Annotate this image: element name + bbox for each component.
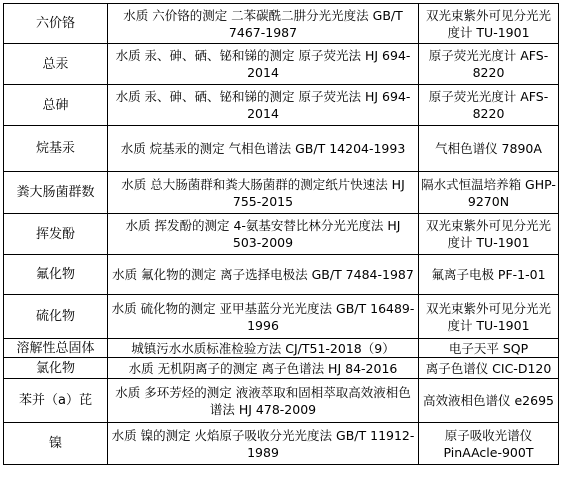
instrument-cell: 电子天平 SQP xyxy=(419,339,559,358)
parameter-cell: 六价铬 xyxy=(4,4,108,44)
table-row xyxy=(4,339,559,358)
parameter-cell: 挥发酚 xyxy=(4,214,108,255)
parameter-cell: 氟化物 xyxy=(4,255,108,295)
parameter-cell: 苯并（a）芘 xyxy=(4,379,108,423)
method-cell: 水质 硫化物的测定 亚甲基蓝分光光度法 GB/T 16489-1996 xyxy=(108,295,419,339)
method-cell: 水质 多环芳烃的测定 液液萃取和固相萃取高效液相色谱法 HJ 478-2009 xyxy=(108,379,419,423)
instrument-cell: 原子荧光光度计 AFS-8220 xyxy=(419,44,559,85)
parameter-cell: 氯化物 xyxy=(4,358,108,379)
parameter-cell: 总汞 xyxy=(4,44,108,85)
table-row xyxy=(4,85,559,126)
method-cell: 水质 总大肠菌群和粪大肠菌群的测定纸片快速法 HJ 755-2015 xyxy=(108,172,419,214)
method-cell: 水质 氟化物的测定 离子选择电极法 GB/T 7484-1987 xyxy=(108,255,419,295)
parameter-cell: 镍 xyxy=(4,423,108,465)
instrument-cell: 高效液相色谱仪 e2695 xyxy=(419,379,559,423)
table-row xyxy=(4,358,559,379)
table-row xyxy=(4,423,559,465)
parameter-cell: 粪大肠菌群数 xyxy=(4,172,108,214)
method-cell: 水质 汞、砷、硒、铋和锑的测定 原子荧光法 HJ 694-2014 xyxy=(108,85,419,126)
method-cell: 水质 挥发酚的测定 4-氨基安替比林分光光度法 HJ 503-2009 xyxy=(108,214,419,255)
parameter-cell: 硫化物 xyxy=(4,295,108,339)
parameter-cell: 总砷 xyxy=(4,85,108,126)
table-row xyxy=(4,4,559,44)
parameter-cell: 溶解性总固体 xyxy=(4,339,108,358)
instrument-cell: 氟离子电极 PF-1-01 xyxy=(419,255,559,295)
instrument-cell: 双光束紫外可见分光光度计 TU-1901 xyxy=(419,4,559,44)
method-cell: 水质 汞、砷、硒、铋和锑的测定 原子荧光法 HJ 694-2014 xyxy=(108,44,419,85)
table-row xyxy=(4,255,559,295)
table-row xyxy=(4,44,559,85)
method-cell: 水质 无机阴离子的测定 离子色谱法 HJ 84-2016 xyxy=(108,358,419,379)
table-row xyxy=(4,379,559,423)
instrument-cell: 离子色谱仪 CIC-D120 xyxy=(419,358,559,379)
table-row xyxy=(4,126,559,172)
instrument-cell: 气相色谱仪 7890A xyxy=(419,126,559,172)
instrument-cell: 双光束紫外可见分光光度计 TU-1901 xyxy=(419,214,559,255)
methods-table xyxy=(3,3,559,465)
instrument-cell: 原子吸收光谱仪 PinAAcle-900T xyxy=(419,423,559,465)
table-row xyxy=(4,295,559,339)
method-cell: 水质 烷基汞的测定 气相色谱法 GB/T 14204-1993 xyxy=(108,126,419,172)
method-cell: 水质 六价铬的测定 二苯碳酰二肼分光光度法 GB/T 7467-1987 xyxy=(108,4,419,44)
method-cell: 水质 镍的测定 火焰原子吸收分光光度法 GB/T 11912-1989 xyxy=(108,423,419,465)
instrument-cell: 隔水式恒温培养箱 GHP-9270N xyxy=(419,172,559,214)
instrument-cell: 双光束紫外可见分光光度计 TU-1901 xyxy=(419,295,559,339)
instrument-cell: 原子荧光光度计 AFS-8220 xyxy=(419,85,559,126)
table-row xyxy=(4,172,559,214)
table-row xyxy=(4,214,559,255)
parameter-cell: 烷基汞 xyxy=(4,126,108,172)
method-cell: 城镇污水水质标准检验方法 CJ/T51-2018（9） xyxy=(108,339,419,358)
